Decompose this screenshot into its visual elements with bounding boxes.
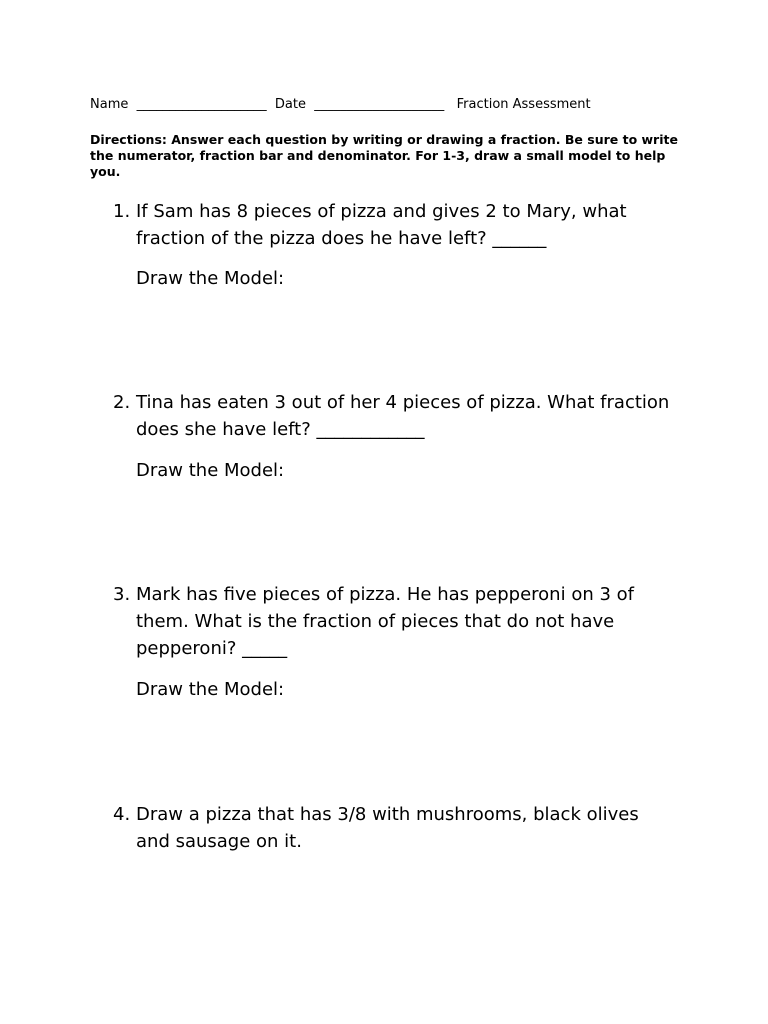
question-4 (113, 801, 673, 855)
question-text: If Sam has 8 pieces of pizza and gives 2 to Mary, what fraction of the pizza does he have left? ______ (136, 201, 627, 249)
question-text: Tina has eaten 3 out of her 4 pieces of pizza. What fraction does she have left? ____________ (136, 392, 670, 440)
question-1 (113, 198, 673, 252)
question-number: 4. (113, 804, 131, 825)
draw-model-label: Draw the Model: (136, 460, 285, 481)
draw-model-label: Draw the Model: (136, 679, 285, 700)
question-number: 2. (113, 392, 131, 413)
question-number: 3. (113, 584, 131, 605)
question-number: 1. (113, 201, 131, 222)
directions-text: Directions: Answer each question by writing or drawing a fraction. Be sure to write the numerator, fraction bar and denominator. For 1-3, draw a small model to help you. (90, 132, 678, 179)
question-2 (113, 389, 673, 443)
header-line: Name ____________________ Date ____________________ Fraction Assessment (90, 97, 591, 112)
question-3 (113, 581, 673, 662)
draw-model-label: Draw the Model: (136, 268, 285, 289)
question-text: Mark has five pieces of pizza. He has pepperoni on 3 of them. What is the fraction of pieces that do not have pepperoni? _____ (136, 584, 634, 659)
question-text: Draw a pizza that has 3/8 with mushrooms, black olives and sausage on it. (136, 804, 639, 852)
